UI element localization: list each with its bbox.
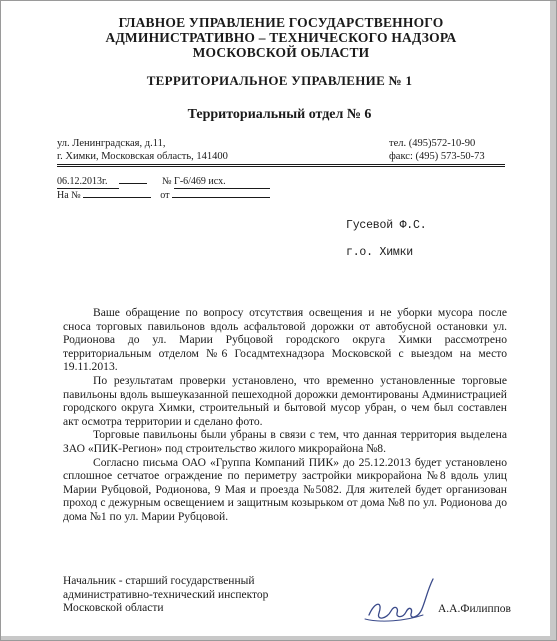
address-street: ул. Ленинградская, д.11, — [57, 138, 166, 149]
recipient-city: г.о. Химки — [346, 246, 414, 259]
letter-body — [63, 306, 507, 524]
registration-date: 06.12.2013г. — [57, 175, 119, 189]
agency-header — [91, 15, 471, 60]
header-line-3: МОСКОВСКОЙ ОБЛАСТИ — [192, 45, 370, 60]
paragraph-1: Ваше обращение по вопросу отсутствия освещения и не уборки мусора после сноса торговых павильонов вдоль асфальтовой дорожки от автобусной остановки ул. Родионова до ул. Марии Рубцовой городского округа Химки рассмотрено территориальным отделом №6 Госадмтехнадзора Московской с выездом на место 19.11.2013. — [63, 306, 507, 374]
header-divider — [57, 164, 505, 167]
registration-date-blank — [119, 183, 147, 184]
registration-number: Г-6/469 исх. — [174, 175, 270, 189]
handwritten-signature — [361, 571, 441, 629]
header-line-1: ГЛАВНОЕ УПРАВЛЕНИЕ ГОСУДАРСТВЕННОГО — [118, 15, 444, 30]
header-line-2: АДМИНИСТРАТИВНО – ТЕХНИЧЕСКОГО НАДЗОРА — [105, 30, 457, 45]
registration-block — [57, 175, 270, 202]
signer-name: А.А.Филиппов — [438, 603, 511, 615]
contact-fax: факс: (495) 573-50-73 — [389, 151, 485, 162]
paragraph-2: По результатам проверки установлено, что временно установленные торговые павильоны вдоль вышеуказанной пешеходной дорожки демонтированы Администрацией городского округа Химки, строительный и бытовой мусор убран, о чем был составлен акт осмотра территории и сделано фото. — [63, 373, 507, 428]
signer-title-line-2: административно-технический инспектор — [63, 588, 269, 601]
paragraph-4: Согласно письма ОАО «Группа Компаний ПИК» до 25.12.2013 будет установлено сплошное сетчатое ограждение по периметру застройки микрорайона №8 вдоль улиц Марии Рубцовой, Родионова, 9 Мая и проезда №5082. Для жителей будет организован проход с дежурным освещением и защитным козырьком от дома №8 по ул. Родионова до дома №1 по ул. Марии Рубцовой. — [63, 455, 507, 523]
territorial-office-title: ТЕРРИТОРИАЛЬНОЕ УПРАВЛЕНИЕ № 1 — [146, 73, 413, 88]
registration-outgoing — [57, 175, 270, 189]
signer-title-line-1: Начальник - старший государственный — [63, 575, 255, 587]
registration-reference — [57, 189, 270, 202]
department-title: Территориальный отдел № 6 — [187, 107, 372, 122]
recipient-name: Гусевой Ф.С. — [346, 219, 427, 232]
reference-label: На № — [57, 190, 81, 201]
signer-title — [63, 575, 268, 616]
reference-blank — [83, 197, 151, 198]
contact-block — [389, 137, 485, 163]
reference-from-blank — [172, 197, 270, 198]
contact-phone: тел. (495)572-10-90 — [389, 138, 476, 149]
address-city: г. Химки, Московская область, 141400 — [57, 151, 228, 162]
paragraph-3: Торговые павильоны были убраны в связи с тем, что данная территория выделена ЗАО «ПИК-Регион» под строительство жилого микрорайона №8. — [63, 428, 507, 455]
signer-title-line-3: Московской области — [63, 602, 164, 615]
reference-from-label: от — [160, 190, 170, 201]
address-block — [57, 137, 228, 163]
registration-number-sign: № — [162, 176, 172, 187]
